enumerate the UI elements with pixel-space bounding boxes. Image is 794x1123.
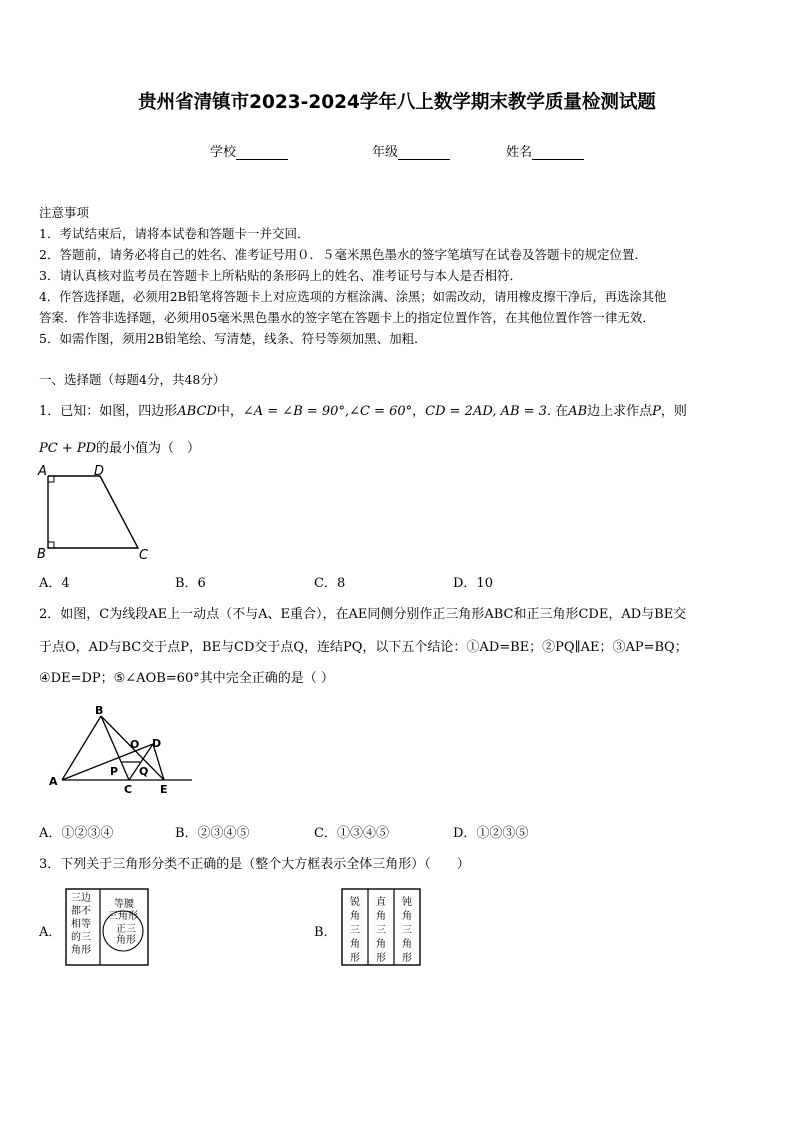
- line-ab: [62, 716, 101, 780]
- q1-option-b[interactable]: B．6: [175, 576, 206, 591]
- box-b-col1-4: 角: [350, 939, 360, 950]
- grade-field[interactable]: [372, 141, 450, 160]
- question-1-line-1: 1．已知：如图，四边形ABCD中，∠A = ∠B = 90°,∠C = 60°，CD = 2AD, AB = 3. 在AB边上求作点P，则: [39, 404, 687, 419]
- note-item: 4．作答选择题，必须用2B铅笔将答题卡上对应选项的方框涂满、涂黑；如需改动，请用橡皮擦干净后，再选涂其他: [39, 290, 667, 304]
- q2-option-b[interactable]: B．②③④⑤: [175, 826, 250, 841]
- box-b-col3-3: 三: [402, 925, 412, 936]
- right-angle-mark-b: [48, 542, 54, 548]
- note-item: 5．如需作图，须用2B铅笔绘、写清楚，线条、符号等须加黑、加粗．: [39, 331, 427, 346]
- box-b-col1-2: 角: [350, 911, 360, 922]
- box-b-col2-3: 三: [376, 925, 386, 936]
- label-b: B: [37, 547, 46, 562]
- box-a-left-text-2: 都不: [71, 906, 91, 917]
- box-a-iso-text-2: 三角形: [108, 911, 138, 922]
- question-2-line-1: 2．如图，C为线段AE上一动点（不与A、E重合），在AE同侧分别作正三角形ABC和正三角形CDE，AD与BE交: [39, 607, 687, 622]
- label-o: O: [130, 738, 140, 751]
- label-q: Q: [139, 765, 149, 778]
- q1-option-d[interactable]: D．10: [453, 576, 493, 591]
- box-a-iso-text-1: 等腰: [114, 899, 134, 910]
- label-d: D: [152, 737, 162, 750]
- box-a-left-text-4: 的三: [71, 932, 91, 943]
- label-c: C: [124, 783, 133, 796]
- box-b-col1-3: 三: [350, 925, 360, 936]
- box-b-col2-4: 角: [376, 939, 386, 950]
- q2-triangle-figure: [42, 703, 202, 803]
- q3-diagram-a: [62, 885, 154, 969]
- q3-option-b[interactable]: B．: [314, 925, 337, 940]
- name-label: 姓名: [506, 145, 533, 160]
- box-a-eq-text-1: 正三: [116, 924, 136, 935]
- label-p: P: [110, 765, 119, 778]
- question-1-line-2: PC + PD的最小值为（ ）: [39, 441, 201, 456]
- box-b-col2-5: 形: [376, 953, 386, 964]
- box-b-col3-4: 角: [402, 939, 412, 950]
- box-b-col1-1: 锐: [350, 897, 360, 908]
- school-blank[interactable]: [236, 146, 288, 160]
- question-3-line-1: 3．下列关于三角形分类不正确的是（整个大方框表示全体三角形）（ ）: [39, 857, 470, 872]
- note-item: 2．答题前，请务必将自己的姓名、准考证号用０．５毫米黑色墨水的签字笔填写在试卷及答题卡的规定位置．: [39, 247, 647, 262]
- school-field[interactable]: [210, 141, 288, 160]
- notes-heading: 注意事项: [39, 205, 90, 220]
- box-b-col3-1: 钝: [402, 897, 412, 908]
- q1-option-c[interactable]: C．8: [314, 576, 346, 591]
- box-a-left-text-3: 相等: [71, 919, 91, 930]
- label-a: A: [38, 464, 47, 479]
- box-b-col1-5: 形: [350, 953, 360, 964]
- q2-option-d[interactable]: D．①②③⑤: [453, 826, 529, 841]
- q1-trapezoid-figure: [34, 460, 164, 565]
- box-b-col2-1: 直: [376, 897, 386, 908]
- note-item: 答案．作答非选择题，必须用05毫米黑色墨水的签字笔在答题卡上的指定位置作答，在其他位置作答一律无效．: [39, 310, 655, 325]
- grade-blank[interactable]: [398, 146, 450, 160]
- q2-option-a[interactable]: A．①②③④: [39, 826, 114, 841]
- school-label: 学校: [210, 145, 237, 160]
- page-title: 贵州省清镇市2023-2024学年八上数学期末教学质量检测试题: [138, 92, 656, 113]
- q1-option-a[interactable]: A．4: [39, 576, 70, 591]
- question-2-line-3: ④DE=DP；⑤∠AOB=60°其中完全正确的是（ ）: [39, 671, 334, 686]
- q3-option-a[interactable]: A．: [39, 925, 62, 940]
- box-b-col3-2: 角: [402, 911, 412, 922]
- box-b-col2-2: 角: [376, 911, 386, 922]
- q2-option-c[interactable]: C．①③④⑤: [314, 826, 389, 841]
- label-a: A: [49, 775, 58, 788]
- box-a-left-text-1: 三边: [71, 893, 91, 904]
- box-a-eq-text-2: 角形: [116, 935, 136, 946]
- label-c: C: [139, 548, 149, 563]
- label-b: B: [95, 704, 104, 717]
- label-d: D: [94, 464, 105, 479]
- name-blank[interactable]: [532, 146, 584, 160]
- box-b-col3-5: 形: [402, 953, 412, 964]
- box-a-left-text-5: 角形: [71, 945, 91, 956]
- right-angle-mark-a: [48, 476, 54, 482]
- q3-diagram-b: [338, 885, 426, 969]
- note-item: 1．考试结束后，请将本试卷和答题卡一并交回．: [39, 226, 310, 241]
- label-e: E: [160, 783, 168, 796]
- question-2-line-2: 于点O，AD与BC交于点P，BE与CD交于点Q，连结PQ，以下五个结论：①AD=BE；②PQ∥AE；③AP=BQ；: [39, 640, 688, 655]
- note-item: 3．请认真核对监考员在答题卡上所粘贴的条形码上的姓名、准考证号与本人是否相符．: [39, 268, 522, 283]
- section-heading: 一、选择题（每题4分，共48分）: [39, 372, 226, 387]
- name-field[interactable]: [506, 141, 584, 160]
- trapezoid-outline: [48, 476, 138, 548]
- grade-label: 年级: [372, 145, 399, 160]
